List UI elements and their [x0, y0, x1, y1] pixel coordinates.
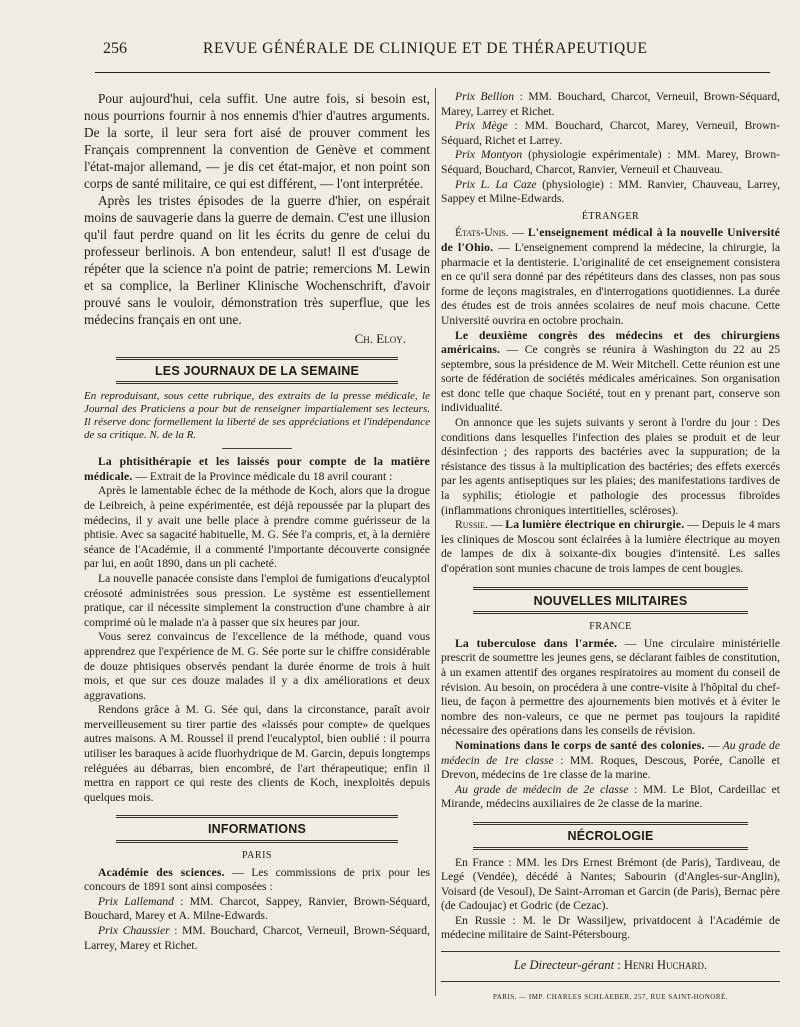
intro-paragraph: Après les tristes épisodes de la guerre d'hier, on espérait moins de sauvagerie dans la guerre de demain. C'est une illusion qu'il faut perdre quand on lit les écrits du genre de celui du professeur berlinois. A bon entendeur, salut! Il est d'usage de répéter que la science n'a point de patrie; remercions M. Lewin et sa complice, la Berliner Klinische Wochenschrift, d'avoir prouvé sans le vouloir, démonstration très superflue, que les médecins français en ont une.: [84, 193, 430, 327]
prix-text: : MM. Bouchard, Charcot, Marey, Verneuil, Brown-Séquard, Richet et Larrey.: [441, 119, 780, 147]
prix-name: Prix Mège: [455, 119, 508, 133]
prix-text: (physiologie) : MM. Ranvier, Chauveau, Larrey, Sappey et Milne-Edwards.: [441, 177, 780, 206]
article-paragraph: Rendons grâce à M. G. Sée qui, dans la circonstance, paraît avoir merveilleusement su tirer partie des «laissés pour compte» de quelques autres maisons. A M. Roussel il prend l'eucalyptol, bien oublié : il pourra utiliser les baraques à acide fluorhydrique de M. Garcin, depuis longtemps reléguées au débarras, bien encombré, de l'art thérapeutique; enfin il mettra en rapport ce qui reste des clients de Koch, inexploités depuis quelques mois.: [84, 703, 430, 804]
article-paragraph: On annonce que les sujets suivants y seront à l'ordre du jour : Des conditions dans lesquelles l'infection des plaies se produit et de leur désinfection ; des rapports des bactéries avec la suppuration; de la résistance des tissus à la multiplication des bactéries; des effets exercés par les agents antiseptiques sur les plaies; des manifestations tardives de la syphilis; étiologie et pathologie des processus fibroïdes (inflammations chroniques intertitielles, scléroses).: [441, 416, 780, 517]
running-title: REVUE GÉNÉRALE DE CLINIQUE ET DE THÉRAPEUTIQUE: [203, 40, 648, 57]
prix-name: Prix Montyon: [455, 148, 523, 162]
director-name: Henri Huchard.: [623, 958, 708, 973]
nominations-item: [441, 739, 780, 783]
director-line: Le Directeur-gérant : Henri Huchard.: [513, 958, 708, 973]
article-heading: L'enseignement médical à la nouvelle Université de l'Ohio.: [441, 226, 780, 254]
subsection-etranger: ÉTRANGER: [581, 210, 640, 222]
prix-item: [441, 148, 780, 177]
intro-paragraph: Pour aujourd'hui, cela suffit. Une autre fois, si besoin est, nous pourrions fournir à nos ennemis d'hier d'autres arguments. De la sorte, il leur sera fort aisé de prouver comment les Français comprennent la convention de Genève et comment l'état-major allemand, — je dis cet état-major, et non point son corps de santé militaire, ce qui est différent, — l'ont interprétée.: [84, 91, 430, 191]
left-column: [84, 90, 430, 953]
prix-item: [84, 895, 430, 924]
prix-item: [441, 119, 780, 148]
prix-text: : MM. Bouchard, Charcot, Verneuil, Brown-Séquard, Larrey, Marey et Richet.: [84, 924, 430, 952]
editorial-notice: En reproduisant, sous cette rubrique, des extraits de la presse médicale, le Journal des Praticiens a pour but de renseigner impartialement ses lecteurs. Il réserve donc formellement la liberté de ses appréciations et l'indépendance de sa critique. N. de la R.: [84, 390, 430, 442]
prix-item: [84, 924, 430, 953]
printer-imprint: PARIS. — IMP. CHARLES SCHLAEBER, 257, RUE SAINT-HONORÉ.: [492, 992, 729, 1001]
page-number: 256: [103, 40, 127, 57]
section-title-informations: INFORMATIONS: [116, 815, 398, 843]
right-column: [441, 90, 780, 1004]
footer-rule: [441, 951, 780, 952]
page-header: [95, 36, 770, 73]
subsection-paris: PARIS: [242, 850, 272, 862]
prix-name: Prix L. La Caze: [455, 177, 537, 191]
grade-label: Au grade de médecin de 1re classe: [441, 738, 780, 767]
article-heading: Le deuxième congrès des médecins et des chirurgiens américains.: [441, 328, 780, 357]
article-text: — Depuis le 4 mars les cliniques de Moscou sont éclairées à la lumière électrique au moyen de lampes de dix à soixante-dix bougies d'intensité. Les salles d'opération sont munies chacune de trois lampes de cent bougies.: [441, 518, 780, 575]
prix-name: Prix Bellion: [455, 90, 515, 103]
country-label: États-Unis.: [455, 226, 509, 240]
article-heading: La tuberculose dans l'armée.: [455, 636, 618, 650]
grade-label: Au grade de médecin de 2e classe: [455, 782, 629, 796]
section-title-necrologie: NÉCROLOGIE: [473, 822, 748, 850]
prix-name: Prix Chaussier: [98, 924, 170, 937]
necrologie-russie: En Russie : M. le Dr Wassiljew, privatdocent à l'Académie de médecine militaire de Saint-Pétersbourg.: [441, 913, 780, 942]
article-intro: — Extrait de la Province médicale du 18 avril courant :: [132, 469, 393, 483]
author-signature: Ch. Eloy.: [354, 331, 406, 346]
prix-item: [441, 178, 780, 207]
article-paragraph: Après le lamentable échec de la méthode de Koch, alors que la drogue de Leibreich, à peine expérimentée, est déjà repoussée par la plupart des médecins, il y avait une belle place à prendre comme guérisseur de la phtisie. Avec sa sagacité habituelle, M. G. Sée l'a compris, et, à la dernière séance de l'Académie, il a commenté l'importante découverte consignée par lui, en août 1890, dans un pli cacheté.: [84, 484, 430, 571]
phtisi-article-lead: [84, 455, 430, 484]
russie-item: Russie. — La lumière électrique en chirurgie. — Depuis le 4 mars les cliniques de Moscou sont éclairées à la lumière électrique au moyen de lampes de dix à soixante-dix bougies d'intensité. Les salles d'opération sont munies chacune de trois lampes de cent bougies.: [441, 518, 780, 575]
article-text: — Ce congrès se réunira à Washington du 22 au 25 septembre, sous la présidence de M. Weir Mitchell. Cette réunion est une sorte de fédération de sociétés médicales américaines. Son organisation est donc telle que chaque Société, tout en y prenant part, conserve son individualité.: [441, 343, 780, 415]
director-label: Le Directeur-gérant: [513, 958, 615, 973]
article-heading: Nominations dans le corps de santé des colonies.: [455, 738, 705, 752]
necrologie-france: En France : MM. les Drs Ernest Brémont (de Paris), Tardiveau, de Legé (Vendée), décédé à Nantes; Sabourin (d'Angles-sur-Anglin), Voisard (de Vesoul), De Saint-Arroman et Garcin (de Paris), Bernac père (de Cadoujac) et Godric (de Cezac).: [441, 855, 780, 913]
prix-item: [441, 90, 780, 119]
article-dash: —: [704, 738, 720, 752]
separator: [222, 448, 292, 449]
tuberculose-item: [441, 637, 780, 739]
article-intro: — Les commissions de prix pour les concours de 1891 sont ainsi composées :: [84, 865, 430, 894]
country-label: Russie.: [455, 518, 488, 532]
grade-text: : MM. Le Blot, Cardeillac et Mirande, médecins auxiliaires de 2e classe de la marine.: [441, 782, 780, 811]
prix-name: Prix Lallemand: [98, 894, 174, 908]
column-divider: [435, 88, 436, 996]
article-heading: Académie des sciences.: [98, 865, 225, 879]
article-text: — L'enseignement comprend la médecine, la chirurgie, la pharmacie et la dentisterie. L'originalité de cet enseignement consistera en ce qu'il sera donné par des répétiteurs dans des classes, non pas sous forme de leçons magistrales, en d'interrogations quotidiennes. La durée des études est de trois années scolaires de neuf mois chacune. Cette Université ouvrira en octobre prochain.: [441, 240, 780, 327]
article-heading: La lumière électrique en chirurgie.: [505, 518, 685, 532]
academie-lead: [84, 866, 430, 895]
article-paragraph: La nouvelle panacée consiste dans l'emploi de fumigations d'eucalyptol créosoté administrées sous pression. Le système est essentiellement pratique, car il nécessite simplement la construction d'une chambre à air comprimé où le malade n'a à passer que six heures par jour.: [84, 571, 430, 629]
article-paragraph: Vous serez convaincus de l'excellence de la méthode, quand vous apprendrez que l'expérience de M. G. Sée porte sur le chiffre considérable de douze phtisiques observés pendant la durée énorme de trois à huit mois, et que sur ces douze malades il y a dix améliorations et deux aggravations.: [84, 630, 430, 702]
grade-text: : MM. Roques, Descous, Porée, Canolle et Drevon, médecins de 1re classe de la marine.: [441, 753, 781, 782]
article-heading: La phtisithérapie et les laissés pour compte de la matière médicale.: [84, 455, 430, 483]
subsection-france: FRANCE: [589, 621, 632, 633]
prix-text: (physiologie expérimentale) : MM. Marey, Brown-Séquard, Bouchard, Charcot, Ranvier, Verneuil et Chauveau.: [441, 148, 780, 176]
grade-item: [441, 783, 780, 812]
prix-text: : MM. Bouchard, Charcot, Verneuil, Brown-Séquard, Marey, Larrey et Richet.: [441, 90, 780, 118]
etats-unis-item: États-Unis. — L'enseignement médical à la nouvelle Université de l'Ohio. — L'enseignement comprend la médecine, la chirurgie, la pharmacie et la dentisterie. L'originalité de cet enseignement consistera en ce qu'il sera donné par des répétiteurs dans des classes, non pas sous forme de leçons magistrales, en d'interrogations quotidiennes. La durée des études est de trois années scolaires de neuf mois chacune. Cette Université ouvrira en octobre prochain.: [441, 226, 780, 327]
congres-item: [441, 329, 780, 417]
prix-text: : MM. Charcot, Sappey, Ranvier, Brown-Séquard, Bouchard, Marey et A. Milne-Edwards.: [84, 894, 430, 923]
article-text: — Une circulaire ministérielle prescrit de soumettre les jeunes gens, se déclarant faibles de constitution, à un examen attentif des organes respiratoires au moment du conseil de révision. Au besoin, on procédera à une contre-visite à l'hôpital du chef-lieu, de façon à permettre des ajournements bien motivés et à éviter le nombre des non-valeurs, ce que ne permet pas toujours la rapidité nécessaire des opérations dans les conseils de révision.: [441, 636, 780, 738]
section-title-militaires: NOUVELLES MILITAIRES: [473, 587, 748, 615]
footer-rule: [441, 981, 780, 982]
section-title-journaux: LES JOURNAUX DE LA SEMAINE: [116, 357, 398, 385]
intro-article: [84, 90, 430, 328]
